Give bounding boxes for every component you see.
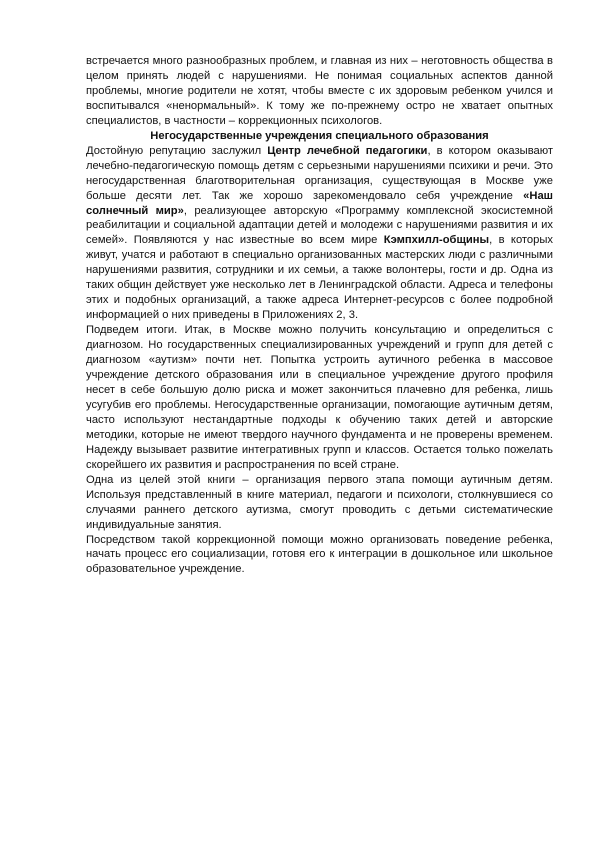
camphill-name: Кэмпхилл-общины xyxy=(383,234,490,247)
sunny-world-name: «Наш солнечный мир» xyxy=(86,189,553,217)
intro-paragraph: встречается много разнообразных проблем, и главная из них – неготовность общества в целом принять людей с нарушениями. Не понимая социальных аспектов данной проблемы, многие родители не хотят, чтобы вместе с их здоровым ребенком учился и воспитывался «ненормальный». К тому же по-прежнему остро не хватает опытных специалистов, в частности – коррекционных психологов. xyxy=(86,55,553,127)
paragraph-text: , в которых живут, учатся и работают в специально организованных мастерских люди с различными нарушениями развития, сотрудники и их семьи, а также волонтеры, гости и др. Одна из таких общин действует уже несколько лет в Ленинградской области. Адреса и телефоны этих и подобных организаций, а также адреса Интернет-ресурсов с более подробной информацией о них приведены в Приложениях 2, 3. xyxy=(86,234,553,322)
paragraph-book-goal: Одна из целей этой книги – организация первого этапа помощи аутичным детям. Используя представленный в книге материал, педагоги и психологи, столкнувшиеся со случаями раннего детского аутизма, смогут проводить с детьми систематические индивидуальные занятия. xyxy=(86,473,553,531)
document-body xyxy=(86,54,553,577)
paragraph-text: Достойную репутацию заслужил xyxy=(86,144,268,157)
section-heading: Негосударственные учреждения специального образования xyxy=(150,129,489,142)
center-name: Центр лечебной педагогики xyxy=(267,144,428,157)
paragraph-correction-help: Посредством такой коррекционной помощи можно организовать поведение ребенка, начать процесс его социализации, готовя его к интеграции в дошкольное или школьное образовательное учреждение. xyxy=(86,533,553,576)
paragraph-organizations xyxy=(86,144,553,323)
paragraph-text: , реализующее авторскую «Программу комплексной экосистемной реабилитации и социальной адаптации детей и молодежи с нарушениями развития и их семей». Появляются у нас известные во всем мире xyxy=(86,204,553,247)
paragraph-text: , в котором оказывают лечебно-педагогическую помощь детям с серьезными нарушениями психики и речи. Это негосударственная благотворительная организация, существующая в Москве уже больше десяти лет. Так же хорошо зарекомендовало себя учреждение xyxy=(86,144,554,202)
paragraph-summary: Подведем итоги. Итак, в Москве можно получить консультацию и определиться с диагнозом. Но государственных специализированных учреждений и групп для детей с диагнозом «аутизм» почти нет. Попытка устроить аутичного ребенка в массовое учреждение детского образования или в специальное учреждение другого профиля несет в себе большую долю риска и может закончиться плачевно для ребенка, лишь усугубив его проблемы. Негосударственные организации, помогающие аутичным детям, часто используют нестандартные подходы к обучению таких детей и авторские методики, которые не имеют твердого научного фундамента и не проверены временем. Надежду вызывает развитие интегративных групп и классов. Остается только пожелать скорейшего их развития и распространения по всей стране. xyxy=(86,324,553,471)
